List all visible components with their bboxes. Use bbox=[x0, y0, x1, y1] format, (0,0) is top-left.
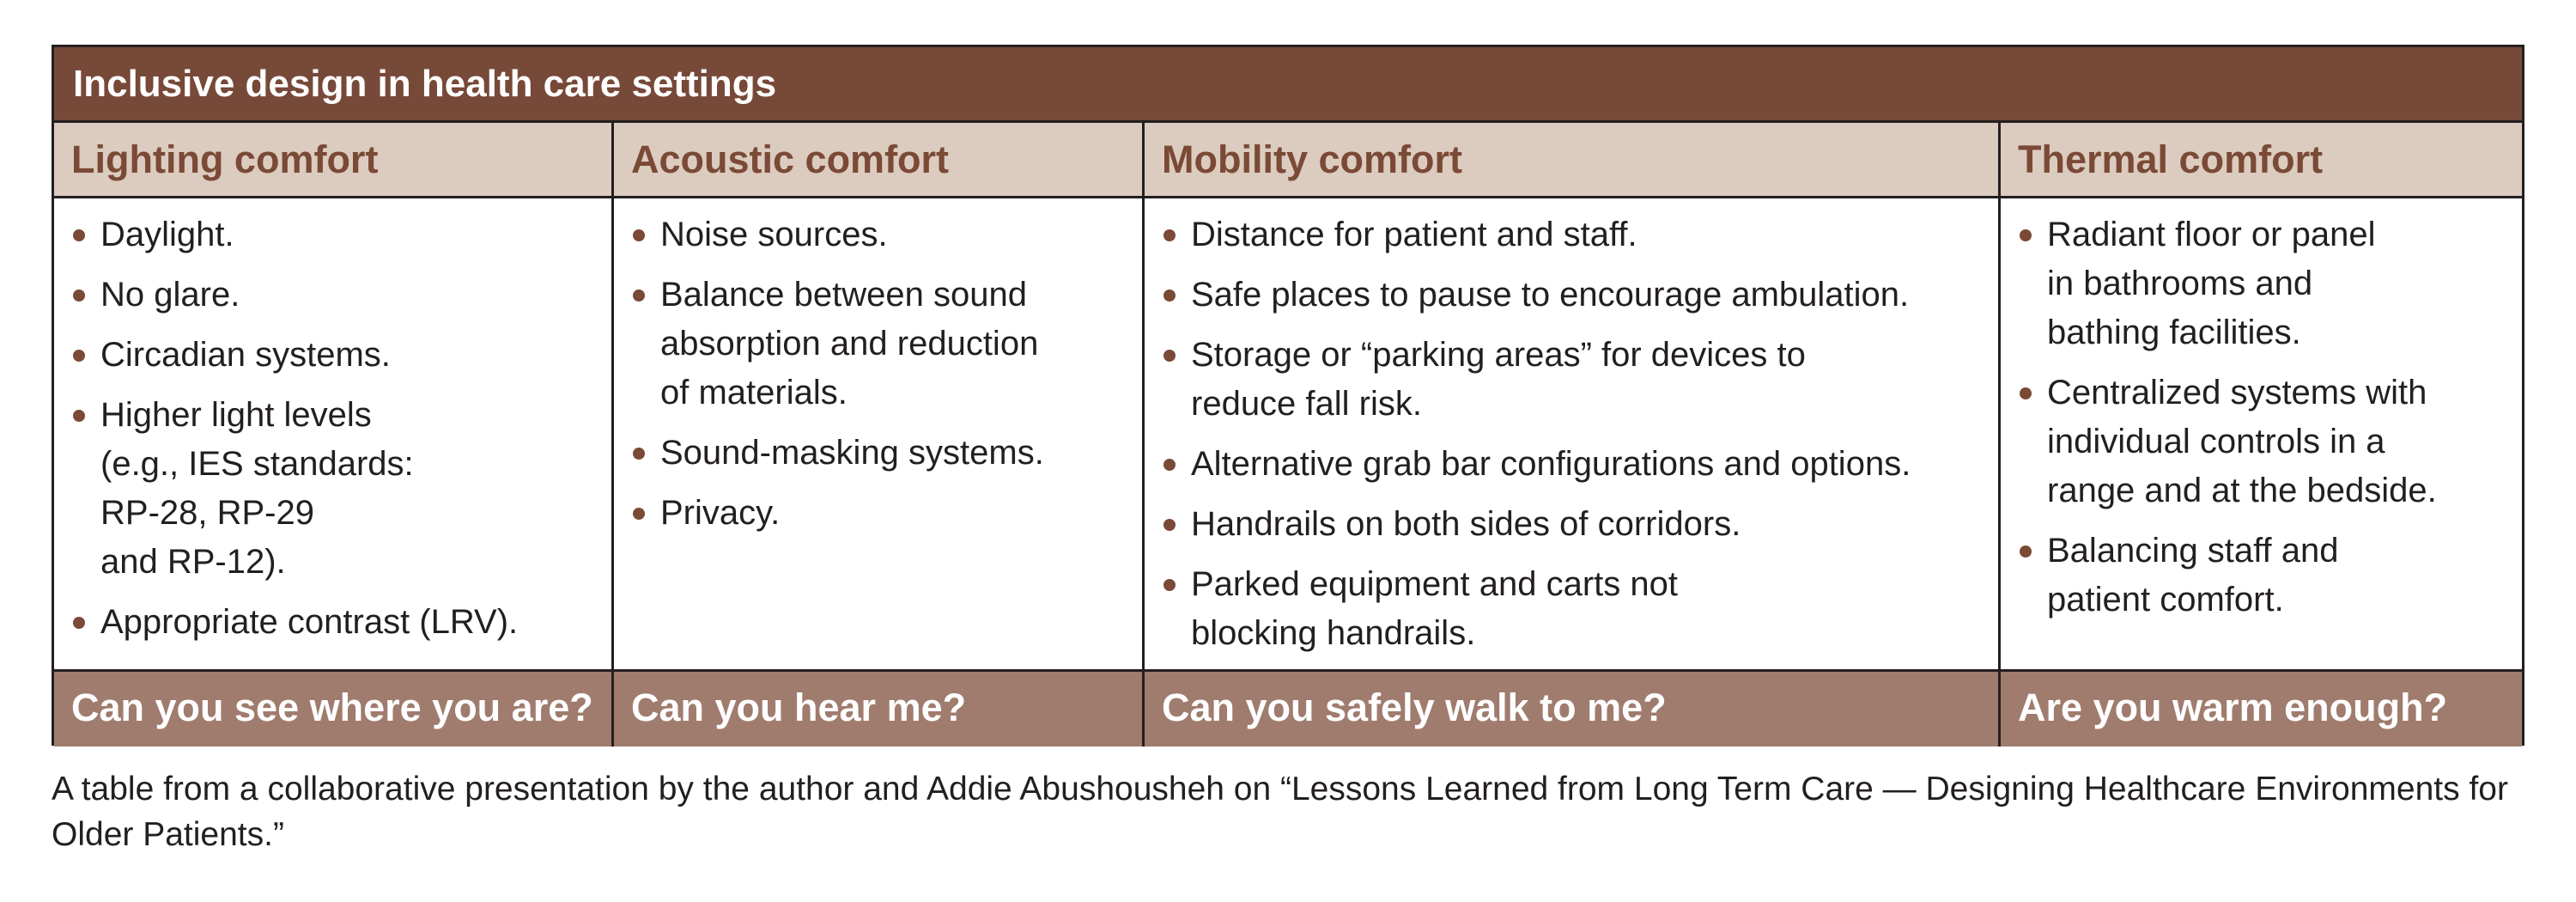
list-item: Privacy. bbox=[629, 489, 1128, 538]
list-item: Distance for patient and staff. bbox=[1160, 210, 1984, 259]
list-item: Parked equipment and carts not blocking handrails. bbox=[1160, 560, 1984, 658]
list-item: Daylight. bbox=[70, 210, 598, 259]
bullet-list-acoustic bbox=[629, 210, 1128, 538]
list-item: Sound-masking systems. bbox=[629, 429, 1128, 478]
column-question-thermal: Are you warm enough? bbox=[2001, 672, 2522, 747]
column-question-lighting: Can you see where you are? bbox=[54, 672, 614, 747]
list-item: Balancing staff and patient comfort. bbox=[2016, 527, 2508, 625]
table-title: Inclusive design in health care settings bbox=[54, 47, 2522, 123]
table-grid bbox=[54, 123, 2522, 743]
list-item: Handrails on both sides of corridors. bbox=[1160, 500, 1984, 549]
list-item: Noise sources. bbox=[629, 210, 1128, 259]
bullet-list-mobility bbox=[1160, 210, 1984, 658]
column-heading-acoustic: Acoustic comfort bbox=[614, 123, 1145, 198]
column-heading-lighting: Lighting comfort bbox=[54, 123, 614, 198]
column-heading-thermal: Thermal comfort bbox=[2001, 123, 2522, 198]
list-item: Safe places to pause to encourage ambulation. bbox=[1160, 271, 1984, 320]
column-question-mobility: Can you safely walk to me? bbox=[1145, 672, 2001, 747]
list-item: Balance between sound absorption and reduction of materials. bbox=[629, 271, 1128, 417]
column-body-thermal bbox=[2001, 198, 2522, 672]
column-body-acoustic bbox=[614, 198, 1145, 672]
column-question-acoustic: Can you hear me? bbox=[614, 672, 1145, 747]
comfort-table bbox=[52, 45, 2524, 746]
list-item: Storage or “parking areas” for devices to reduce fall risk. bbox=[1160, 331, 1984, 429]
list-item: Circadian systems. bbox=[70, 331, 598, 380]
column-body-mobility bbox=[1145, 198, 2001, 672]
table-caption: A table from a collaborative presentation by the author and Addie Abushousheh on “Lessons Learned from Long Term Care — Designing Healthcare Environments for Older Patients.” bbox=[52, 771, 2508, 853]
column-heading-mobility: Mobility comfort bbox=[1145, 123, 2001, 198]
list-item: Radiant floor or panel in bathrooms and bathing facilities. bbox=[2016, 210, 2508, 357]
list-item: No glare. bbox=[70, 271, 598, 320]
list-item: Higher light levels (e.g., IES standards: RP-28, RP-29 and RP-12). bbox=[70, 391, 598, 587]
column-body-lighting bbox=[54, 198, 614, 672]
list-item: Alternative grab bar configurations and options. bbox=[1160, 440, 1984, 489]
list-item: Appropriate contrast (LRV). bbox=[70, 598, 598, 647]
bullet-list-lighting bbox=[70, 210, 598, 647]
bullet-list-thermal bbox=[2016, 210, 2508, 625]
list-item: Centralized systems with individual controls in a range and at the bedside. bbox=[2016, 369, 2508, 515]
